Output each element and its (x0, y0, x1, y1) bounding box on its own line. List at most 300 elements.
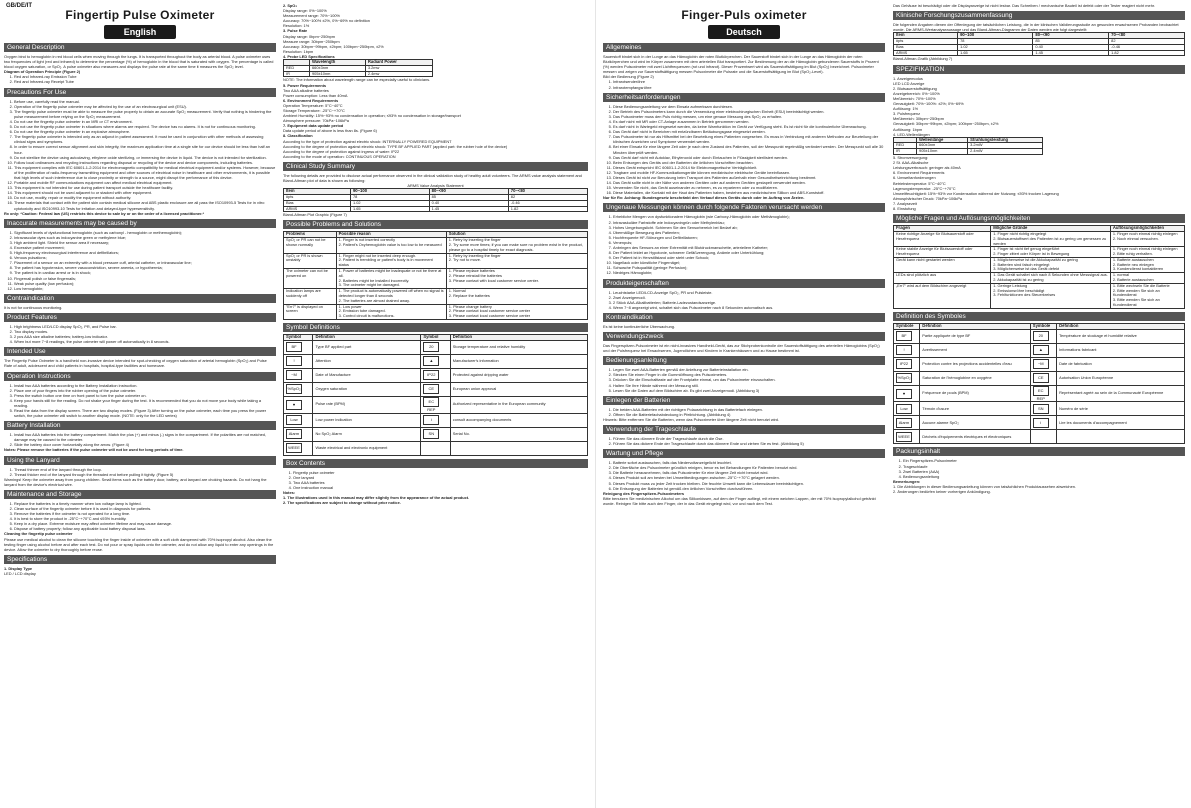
list-item: 3. The fingertip pulse oximeter must be able to measure the pulse properly to obtain an accurate SpO₂ measurement. Verify that nothing is hindering the pulse measurement before relying on the SpO₂ measurement. (14, 109, 276, 119)
list-item: 14. This equipment should not be used adjacent to or stacked with other equipment. (14, 190, 276, 195)
page-fold-divider (595, 0, 596, 808)
table-header-cell: Wellenlänge (917, 137, 968, 143)
table-cell: Gerät kann nicht gestartet werden (894, 257, 991, 272)
list-item: 8. Bei einer Einsatz für eine längere Zeit oder je nach dem Zustand des Patienten, soll der Messpunkt regelmäßig verändert werden. Der Messpunkt soll alle 30 Minuten überprüft werden. (613, 144, 885, 154)
symbol-icon: Low (286, 415, 302, 425)
text-line: Auflösung: 1bpm (893, 126, 923, 132)
english-principle-list (4, 74, 276, 84)
text-line: LED LCD Anzeige (893, 80, 925, 86)
list-item: 3. 2 Stück AAA-Alkalibatterien; Batterie-Ladezustandsanzeige. (613, 300, 885, 305)
table-row (284, 253, 588, 268)
text-line: Power consumption: Less than 40mA (283, 92, 348, 98)
table-row (894, 416, 1185, 430)
symbol-icon: i (1033, 418, 1049, 428)
table-cell (1030, 357, 1056, 371)
list-item: 12. Niedriges Hämoglobin; (613, 270, 885, 275)
table-cell: Aucune alarme SpO₂ (920, 416, 1031, 430)
table-cell: Lire les documents d'accompagnement (1057, 416, 1185, 430)
english-lanyard-warning: Warnings! Keep the oximeter away from young children. Small items such as the battery door, battery, and lanyard are choking hazards. Do not hang the lanyard from the device's electrical wire. (4, 476, 267, 487)
text-line: Ambient Humidity: 15%~93% no condensation in operation; ≤93% no condensation in storage/transport (283, 113, 461, 119)
german-contra-header: Kontraindikation (603, 313, 885, 322)
list-item: 16. These materials that contact with the patient skin contain medical silicone and ABS plastic enclosure are all pass the ISO10993-5 Tests for in vitro cytotoxicity and ISO10993-10 Tests for irritation and delayed-type hypersensitivity. (14, 200, 276, 210)
list-item: 5. Do not use the fingertip pulse oximeter in situations where alarms are required. The device has no alarms. It is not for continuous monitoring. (14, 124, 276, 129)
probe-led-table (283, 59, 433, 77)
german-general-header: Allgemeines (603, 43, 885, 52)
english-specs-header: Specifications (4, 555, 276, 564)
list-item: 2. Red and Infrared-ray Receipt Tube (14, 79, 276, 84)
list-item: 1. Die beiden AAA-Batterien mit der richtigen Polausrichtung in das Batteriefach einlegen. (613, 407, 885, 412)
text-line: 1. Anzeigemodus (893, 75, 923, 81)
table-cell: Protection contre les projections accidentelles d'eau (920, 357, 1031, 371)
text-line: 1. Die Abbildungen in dieser Bedienungsanleitung können von tatsächlichen Produktaussehen abweichen. (893, 483, 1076, 489)
text-line: 4. LED-Wellenlängen (893, 131, 930, 137)
table-cell: 1.82 (508, 206, 587, 212)
table-row (894, 283, 1185, 308)
table-cell: #pts (284, 195, 351, 201)
list-item: 3. High ambient light. Shield the sensor area if necessary; (14, 240, 276, 245)
list-item: 6. Die Entsorgung der Batterien ist gemäß den örtlichen Vorschriften durchzuführen. (613, 486, 885, 491)
table-cell (1030, 343, 1056, 357)
list-item: 7. Das Pulsoximeter ist nur als Hilfsmittel bei der Beurteilung eines Patienten vorgesehen. Es muss in Verbindung mit anderen Methoden zur Beurteilung der klinischen Anzeichen und Symptome verwendet werden. (613, 134, 885, 144)
table-cell: 1. Retry by inserting the finger 2. Try not to move. (446, 253, 587, 268)
table-cell: 3.2mW (968, 143, 1043, 149)
list-item: 1. Batterie sofort austauschen, falls das Niedervoltanzeigelicht leuchtet. (613, 460, 885, 465)
table-cell: 1.82 (1109, 50, 1185, 56)
symbol-icon: 20 (423, 342, 439, 352)
list-item: 4. Es darf nicht mit MR oder CT-Anlage zusammen in Betrieb genommen werden. (613, 119, 885, 124)
list-item: 5. High-frequency electrosurgical interference and defibrillators; (14, 250, 276, 255)
table-header-cell: Item (894, 33, 958, 39)
box-contents-header: Box Contents (283, 459, 588, 468)
table-cell (450, 441, 587, 455)
table-cell: RED (894, 143, 917, 149)
german-operation-header: Bedienungsanleitung (603, 356, 885, 365)
list-item: 3. Zwei Batterien (AAA) (903, 469, 1185, 474)
text-line: 2. Blutsauerstoffsättigung (893, 85, 937, 91)
table-cell (284, 396, 313, 413)
table-cell: 1. Finger noch einmal richtig einlegen 2. Bitte ruhig verhalten. (1110, 247, 1184, 258)
table-cell (1030, 371, 1056, 385)
german-safety-header: Sicherheitsanforderungen (603, 93, 885, 102)
table-cell (284, 427, 313, 441)
table-cell (894, 329, 920, 343)
text-line: Genauigkeit: 30bpm~99bpm, ±2bpm; 100bpm~250bpm, ±2% (893, 121, 999, 127)
table-cell: 82 (508, 195, 587, 201)
bland-altman-caption: Bland-Altman Plot Graphic (Figure 7) (283, 212, 347, 218)
symbol-icon: Alarm (286, 429, 302, 439)
text-line: Anzeigebereich: 0%~100% (893, 90, 940, 96)
table-cell: Authorized representative in the European community (450, 396, 587, 413)
german-lanyard-header: Verwendung der Trageschlaufe (603, 425, 885, 434)
symbol-icon: SN (1033, 404, 1049, 414)
list-item: 4. Excessive patient movement; (14, 245, 276, 250)
list-item: 4. Do not use the fingertip pulse oximeter in an MRI or CT environment. (14, 119, 276, 124)
english-inaccurate-header: Inaccurate measurements may be caused by (4, 219, 276, 228)
list-item: 2. Place one of your fingers into the rubber opening of the pulse oximeter. (14, 388, 276, 393)
list-item: 9. Der Patient ist in Herzstillstand oder steht unter Schock; (613, 255, 885, 260)
list-item: 1. Replace the batteries in a timely manner when low voltage lamp is lighted. (14, 501, 276, 506)
list-item: 6. Dispose of battery properly; follow any applicable local battery disposal laws. (14, 526, 276, 531)
table-cell (1030, 416, 1056, 430)
list-item: 1. High brightness LED/LCD display SpO₂, PR, and Pulse bar. (14, 324, 276, 329)
table-cell (421, 382, 450, 396)
table-cell: 1. Das Gerät schaltet sich nach 8 Sekunden ohne Messsignal aus. 2. Akkukapazität ist zu gering (991, 273, 1111, 284)
symbol-icon: ♥ (896, 389, 912, 399)
table-cell: 905±10nm (310, 71, 366, 77)
table-cell: 1. Bitte wechseln Sie die Batterie 2. Bitte wenden Sie sich an Kundendienst 3. Bitte wenden Sie sich an Kundendienst (1110, 283, 1184, 308)
german-symbol-table (893, 323, 1185, 445)
symbol-header: Symbol Definitions (283, 323, 588, 332)
text-line: 2. The specifications are subject to change without prior notice. (283, 500, 401, 506)
german-column-2 (893, 0, 1185, 808)
list-item: 10. Beim Entsorgen des Geräts und der Batterien die örtlichen Vorschriften beachten. (613, 160, 885, 165)
power-title: 5. Power Requirements (283, 82, 327, 88)
table-cell: Avertissement (920, 343, 1031, 357)
table-cell: 1. Finger nicht richtig eingelegt 2. Blutsauerstoffwert des Patienten ist zu gering um gemessen zu werden (991, 231, 1111, 246)
list-item: 2. One lanyard (293, 475, 588, 480)
table-cell: 2.4mW (968, 149, 1043, 155)
table-cell: 3.2mw (365, 65, 432, 71)
list-item: 2. Trageschlaufe (903, 464, 1185, 469)
symbol-icon: %SpO₂ (896, 373, 912, 383)
list-item: 6. Das Gerät darf nicht in Bereichen mit entzündbaren Betäubungsgase eingesetzt werden. (613, 129, 885, 134)
text-line: 2. Änderungen bedürfen keiner vorherigen Ankündigung. (893, 489, 991, 495)
table-row (284, 340, 588, 354)
english-cleaning-title: Cleaning the fingertip pulse oximeter (4, 531, 73, 537)
english-precautions-header: Precautions For Use (4, 88, 276, 97)
text-line: Accuracy: 70%~100% ±2%, 0%~69% no definition (283, 18, 370, 24)
german-symbol-header: Definition des Symboles (893, 312, 1185, 321)
table-cell: 1. Normal 2. Replace the batteries (446, 289, 587, 304)
table-cell: 1.65 (350, 206, 429, 212)
table-cell: ARMS (284, 206, 351, 212)
english-operation-list (4, 383, 276, 419)
english-spec-display-title: 1. Display Type (4, 565, 33, 571)
table-cell: 85 (429, 195, 508, 201)
german-features-header: Produkteigenschaften (603, 279, 885, 288)
list-item: 5. Es darf nicht in Wartegeld eingesetzt werden, da keine Warnfunktion im Gerät zur Verfügung steht. Es ist nicht für die kontinuierliche Überwachung. (613, 124, 885, 129)
english-general-header: General Description (4, 43, 276, 52)
table-header-cell: Possible reason (336, 232, 446, 238)
english-maintenance-header: Maintenance and Storage (4, 490, 276, 499)
list-item: 4. Halten Sie Ihre Hände während der Messung still. (613, 383, 885, 388)
table-cell: 1. Finger is not inserted correctly 2. Patient's Oxyhemoglobin value is too low to be measured (336, 238, 446, 253)
table-cell: 1. Möglicherweise ist die Akkukapazität zu gering 2. Batterien sind falsch eingelegt 3. Möglicherweise ist das Gerät defekt (991, 257, 1111, 272)
table-header-cell: Item (284, 189, 351, 195)
table-row (284, 396, 588, 413)
table-row (284, 441, 588, 455)
table-cell: 1. Finger ist nicht tief genug eingeführt 2. Finger zittert oder Körper ist in Bewegung (991, 247, 1111, 258)
text-line: 6. Umweltanforderungen (893, 175, 936, 181)
table-header-cell: 80~<90 (429, 189, 508, 195)
table-cell: Oxygen saturation (313, 382, 421, 396)
list-item: 4. Wenn 7~8 angezeigt wird, schaltet sich das Pulsoximeter nach 8 Sekunden automatisch aus. (613, 305, 885, 310)
table-cell: IR (284, 71, 310, 77)
table-cell: 905±10nm (917, 149, 968, 155)
german-clean-title: Reinigung des Fingerspitzen-Pulsoximeters (603, 490, 685, 496)
table-cell: 1. The product is automatically powered off when no signal is detected longer than 8 seconds 2. The batteries are almost drained away. (336, 289, 446, 304)
list-item: 7. Placement of a sensor on an extremity with a blood pressure cuff, arterial catheter, or intravascular line; (14, 260, 276, 265)
table-row (894, 329, 1185, 343)
list-item: 11. Weak pulse quality (low perfusion); (14, 281, 276, 286)
list-item: 1. Erhebliche Mengen von dysfunktionalem Hämoglobin (wie Carboxy-Hämoglobin oder Methämoglobin); (613, 214, 885, 219)
german-care-header: Wartung und Pflege (603, 449, 885, 458)
environment-lines (283, 103, 588, 123)
table-cell: 78 (350, 195, 429, 201)
german-led-table (893, 137, 1043, 155)
german-lanyard-list (603, 436, 885, 446)
list-item: 4. Keep your hands still for the reading. Do not shake your finger during the test. It is recommended that you do not move your body while taking a reading. (14, 398, 276, 408)
text-line: Storage Temperature: -25°C~+70°C (283, 107, 345, 113)
table-row (894, 50, 1185, 56)
table-cell (894, 343, 920, 357)
symbol-icon: Low (896, 404, 912, 414)
table-cell (894, 385, 920, 402)
list-item: 5. Keep in a dry place. Extreme moisture may affect oximeter lifetime and may cause damage. (14, 521, 276, 526)
symbol-icon: ▲ (423, 356, 439, 366)
table-cell: Waste electrical and electronic equipment (313, 441, 421, 455)
list-item: 8. Der Patient leidet an Hypotonie, schwerer Gefäßverengung, Anämie oder Unterkühlung; (613, 250, 885, 255)
text-line: Resolution: 1% (283, 23, 310, 29)
symbol-icon: WEEE (286, 443, 302, 453)
text-line: Display range: 0bpm~250bpm (283, 33, 336, 39)
table-row (894, 257, 1185, 272)
list-item: 1. Ein Fingerspitzen-Pulsoximeter (903, 458, 1185, 463)
table-cell: „Err7“ wird auf dem Bildschirm angezeigt (894, 283, 991, 308)
table-cell: 660±3nm (310, 65, 366, 71)
table-cell (284, 368, 313, 382)
list-item: 7. Anbringen des Sensors an einer Extremität mit Blutdruckmanschette, arteriellem Katheter; (613, 245, 885, 250)
table-cell: LEDs sind plötzlich aus (894, 273, 991, 284)
clinical-study-text: The following details are provided to disclose actual performance observed in the clinical validation study of healthy adult volunteers. The ARMS value analysis statement and Bland-Altman plot of data is shown as following: (283, 172, 582, 184)
environment-title: 6. Environment Requirements (283, 97, 339, 103)
german-contra-text: Es ist keine kontinuierliche Überwachung. (603, 323, 676, 329)
text-line: 5. Stromversorgung: (893, 155, 929, 161)
symbol-icon: ♥ (286, 400, 302, 410)
table-cell: No SpO₂ Alarm (313, 427, 421, 441)
table-header-cell: Definition (313, 335, 421, 341)
table-cell: 1. Retry by inserting the finger 2. Try some more times; if you can make sure no problem exist in the product, please go to a hospital timely for exact diagnosis. (446, 238, 587, 253)
table-cell: IR (894, 149, 917, 155)
problems-table (283, 231, 588, 320)
text-line: Meßbereich: 70%~100% (893, 95, 936, 101)
list-item: 14. Das Gerät sollte nicht in der Nähe von anderen Geräten oder auf anderen Geräten gestapelt verwendet werden. (613, 180, 885, 185)
table-cell: 0.40 (1033, 44, 1109, 50)
list-item: 13. Dieses Gerät ist nicht zur Benutzung beim Transport des Patienten außerhalb einer Gesundheitseinrichtung bestimmt. (613, 175, 885, 180)
german-inaccurate-header: Ungenaue Messungen können durch folgende Faktoren verursacht werden (603, 203, 885, 212)
german-features-list (603, 290, 885, 310)
list-item: 2. Two display modes. (14, 329, 276, 334)
english-precautions-list (4, 99, 276, 211)
english-inaccurate-list (4, 230, 276, 291)
table-cell (1030, 430, 1056, 444)
symbol-icon: CE (423, 384, 439, 394)
text-line: 3. Pulsfrequenz (893, 111, 921, 117)
list-item: 6. Venenpuls; (613, 240, 885, 245)
german-clinical-text: Die folgenden Angaben dienen der Offenlegung der tatsächlichen Leistung, die in der klinischen Validierungsstudie an gesunden erwachsenen Probanden beobachtet wurde. Die ARMS-Wertanalyseaussage und das Bland-Altman-Diagramm der Daten werden wie folgt dargestellt: (893, 22, 1179, 33)
list-item: 13. This equipment is not intended for use during patient transport outside the healthcare facility. (14, 185, 276, 190)
table-cell: 1. Please replace batteries 2. Please reinstall the batteries 3. Please contact with local customer service center. (446, 269, 587, 289)
list-item: 4. Bedienungsanleitung (903, 474, 1185, 479)
notes-lines (283, 495, 588, 505)
table-cell: 1. Geringe Leistung 2. Emissionsröhre beschädigt 3. Fehlfunktionen des Steuerkreises (991, 283, 1111, 308)
symbol-icon: ▲ (1033, 345, 1049, 355)
list-item: 1. Infrarotsenderöhre (613, 79, 885, 84)
list-item: 3. Press the switch button one time on front panel to turn the pulse oximeter on. (14, 393, 276, 398)
list-item: 2. Slide the battery door cover horizontally along the arrow. (Figure 4) (14, 442, 276, 447)
german-safety-list (603, 104, 885, 196)
table-cell: Attention (313, 354, 421, 368)
german-bland-caption: Bland-Altman-Grafik (Abbildung 7) (893, 56, 953, 62)
list-item: 3. Die Batterie herausnehmen, falls das Pulsoximeter für eine längere Zeit nicht benutzt wird. (613, 470, 885, 475)
probe-title: 4. Probe LED Specifications (283, 53, 335, 59)
table-cell (421, 427, 450, 441)
list-item: 16. Diese Materialien, die Kontakt mit der Haut des Patienten haben, bestehen aus medizinischem Silikon und ABS-Kunststoff. (613, 190, 885, 195)
power-lines (283, 88, 588, 98)
update-period-title: 7. Equipment data update period (283, 123, 344, 129)
symbol-table (283, 334, 588, 456)
table-cell: "Err7" is displayed on screen (284, 304, 337, 319)
table-cell: Témoin d'usure (920, 402, 1031, 416)
table-row (894, 357, 1185, 371)
table-cell: 1.45 (429, 206, 508, 212)
english-language-badge: English (104, 25, 176, 39)
english-battery-header: Battery Installation (4, 421, 276, 430)
text-line: Measure range: 30bpm~250bpm (283, 38, 340, 44)
list-item: 10. Follow local ordinances and recycling instructions regarding disposal or recycling of the device and device components, including batteries. (14, 160, 276, 165)
table-header-cell: Symbole (894, 323, 920, 329)
english-title: Fingertip Pulse Oximeter (65, 8, 215, 22)
list-item: 10. Nagellack oder künstliche Fingernägel; (613, 260, 885, 265)
german-spec-lines (893, 76, 1185, 137)
arms-caption: ARMS Value Analysis Statement (407, 183, 464, 189)
text-line: Genauigkeit: 70%~100%: ±2%; 0%~69% (893, 101, 964, 107)
german-notes-lines (893, 484, 1185, 494)
table-cell (421, 354, 450, 368)
text-line: 7. Analysezeit (893, 200, 918, 206)
table-cell: Représentant agréé au sein de la Communauté Européenne (1057, 385, 1185, 402)
text-line: Leistungsverbrauch: geringer als 40mA (893, 165, 961, 171)
table-row (894, 231, 1185, 246)
table-cell (421, 441, 450, 455)
list-item: 1. Leuchtstarke LED/LCD-Anzeige SpO₂, PR und Pulsleiste. (613, 290, 885, 295)
german-principle-title: Bild der Bedienung (Figure 2) (603, 74, 654, 80)
list-item: 4. One instruction manual (293, 485, 588, 490)
table-cell: consult accompanying documents (450, 413, 587, 427)
table-header-cell: 70~<80 (508, 189, 587, 195)
english-maintenance-list (4, 501, 276, 532)
table-cell (421, 340, 450, 354)
table-cell: Partie appliquée de type BF (920, 329, 1031, 343)
table-cell: Informations fabricant (1057, 343, 1185, 357)
table-cell: 1.65 (958, 50, 1033, 56)
table-cell (1057, 430, 1185, 444)
table-row (284, 304, 588, 319)
german-problems-header: Mögliche Fragen und Auflösungsmöglichkeiten (893, 214, 1185, 223)
table-row (894, 247, 1185, 258)
table-cell: Type BF applied part (313, 340, 421, 354)
list-item: 1. Legen Sie zwei AAA-Batterien gemäß der Anleitung zur Batterieinstallation ein. (613, 367, 885, 372)
symbol-icon: IP22 (896, 359, 912, 369)
text-line: 2 St. AAA-Alkalische (893, 160, 929, 166)
pulse-rate-lines (283, 34, 588, 54)
text-line: Auflösung: 1% (893, 106, 919, 112)
list-item: 5. Hochfrequente HF-Störungen und Defibrillatoren; (613, 235, 885, 240)
table-cell: Keine richtige Anzeige für Blutsauerstoff oder Herzfrequenz (894, 231, 991, 246)
symbol-icon: CE (1033, 373, 1049, 383)
table-header-cell: 80~<90 (1033, 33, 1109, 39)
table-cell (894, 430, 920, 444)
symbol-icon: ~M (286, 370, 302, 380)
text-line: Umweltfeuchtigkeit: 15%~93% vor Kondensation während der Nutzung; ≤93% trocken Lagerung (893, 190, 1059, 196)
symbol-icon: ! (896, 345, 912, 355)
english-battery-note: Notes: Please remove the batteries if the pulse oximeter will not be used for long periods of time. (4, 447, 184, 453)
english-battery-list (4, 432, 276, 447)
german-package-header: Packungsinhalt (893, 447, 1185, 456)
list-item: 1. Thread thinner end of the lanyard through the loop. (14, 467, 276, 472)
table-cell (284, 354, 313, 368)
table-header-cell: Définition (1057, 323, 1185, 329)
list-item: 2. Zwei Anzeigemodi. (613, 295, 885, 300)
table-cell: -0.46 (1109, 44, 1185, 50)
text-line: Betriebstemperatur: 5°C~40°C (893, 180, 946, 186)
german-care-list (603, 460, 885, 491)
text-line: Atmosphärischer Druck: 70kPa~106kPa (893, 195, 963, 201)
table-header-cell: Fragen (894, 226, 991, 232)
text-line: According to the type of protection against electric shock: INTERNALLY POWERED EQUIPMENT (283, 138, 452, 144)
table-cell: 1. Batterie austauschen 2. Batterie neu einlegen 3. Kundendienst kontaktieren (1110, 257, 1184, 272)
english-contra-text: It is not for continuous monitoring. (4, 304, 63, 310)
list-item: 1. Install two AAA batteries into the battery compartment. Match the plus (+) and minus (-) signs in the compartment. If the polarities are not matched, damage may be caused to the oximeter. (14, 432, 276, 442)
table-cell: Protected against dripping water (450, 368, 587, 382)
table-row (284, 269, 588, 289)
list-item: 12. Low hemoglobin; (14, 286, 276, 291)
table-header-cell: Symbole (1030, 323, 1056, 329)
german-intended-header: Verwendungszweck (603, 332, 885, 341)
list-item: 2. Intravaskuläre Farbstoffe wie Indocyaningrün oder Methylenblau; (613, 220, 885, 225)
table-cell (894, 357, 920, 371)
text-line: Accuracy: 30bpm~99bpm, ±2bpm; 100bpm~250bpm, ±2% (283, 43, 384, 49)
list-item: 15. Do not use, modify, repair or modify the equipment without authority. (14, 195, 276, 200)
list-item: 1. Red and Infrared-ray Emission Tube (14, 74, 276, 79)
list-item: 2. Öffnen Sie die Batteriefachabdeckung in Pfeilrichtung. (Abbildung 4) (613, 412, 885, 417)
english-lanyard-header: Using the Lanyard (4, 456, 276, 465)
table-cell: SpO₂ or PR can not be shown normally (284, 238, 337, 253)
table-cell: Manufacturer's information (450, 354, 587, 368)
table-row (894, 273, 1185, 284)
table-cell (1030, 402, 1056, 416)
table-cell (421, 396, 450, 413)
text-line: Operation Temperature: 5°C~40°C (283, 102, 343, 108)
symbol-icon: WEEE (896, 432, 912, 442)
table-cell: Bias (894, 44, 958, 50)
english-features-header: Product Features (4, 313, 276, 322)
arms-table (283, 188, 588, 212)
list-item: 9. Das Gerät darf nicht mit Autoklav, Ethylenoxid oder durch Eintauchen in Flüssigkeit sterilisiert werden. (613, 155, 885, 160)
english-spec-display: LED / LCD display (4, 570, 36, 576)
list-item: 7. The fingertip pulse oximeter is intended only as an adjunct in patient assessment. It must be used in conjunction with other methods of assessing clinical signs and symptoms. (14, 134, 276, 144)
symbol-icon: i (423, 415, 439, 425)
table-cell: Numéro de série (1057, 402, 1185, 416)
table-row (894, 385, 1185, 402)
table-cell: Pulse rate (BPM) (313, 396, 421, 413)
english-contra-header: Contraindication (4, 294, 276, 303)
text-line: Lagerungstemperatur: -25°C~+70°C (893, 185, 956, 191)
german-clean-text: Bitte benutzen Sie medizinischen Alkohol um das Silikonkissen, auf dem der Finger aufliegt, mit einem weichen Lappen, der mit 70% Isopropylalkohol getränkt wurde. Reinigen Sie bitte auch den Finger, der in das Gerät eingelegt wird, vor und nach dem Test. (603, 495, 876, 506)
list-item: 4. Dieses Produkt soll am besten bei Umweltbedingungen zwischen -25°C~+70°C gelagert werden. (613, 475, 885, 480)
list-item: 2. Clean surface of the fingertip oximeter before it is used in diagnosis for patients. (14, 506, 276, 511)
table-header-cell: Symbol (284, 335, 313, 341)
